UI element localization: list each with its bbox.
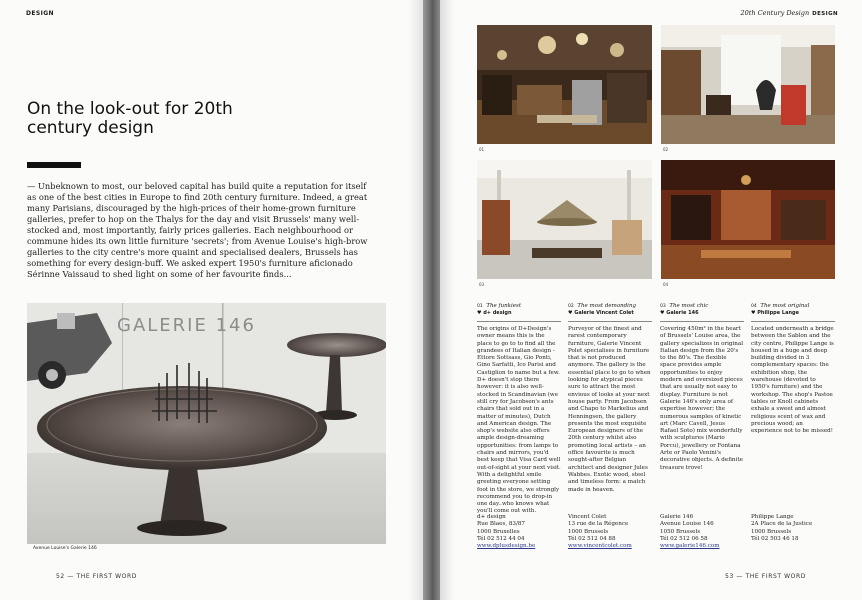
page-folio-right: 53 — THE FIRST WORD: [725, 573, 806, 580]
photo-number: 03: [479, 282, 485, 287]
listing-number: 02: [568, 304, 574, 309]
listing-rule: [477, 321, 561, 322]
address-line: 1000 Brussels: [568, 528, 609, 535]
listing-body: Purveyor of the finest and rarest contemporary furniture, Galerie Vincent Polet specialises in furniture that is not produced anymore. The gallery is the essential place to go to when looking for atypical pieces sure to attract the most envious of looks at your next house party. From Jacobsen and Chapo to Markelius and Henningsen, the gallery presents the most exquisite European designers of the 20th century whilst also promoting local artists – an office favourite is much sought-after Belgian architect and designer Jules Wabbes. Exotic wood, steel and timeless form: a match made in heaven.: [568, 326, 651, 493]
listing-body: The origins of D+Design's owner means this is the place to go to to find all the grandees of Italian design - Ettore Sottsass, Gio Ponti, Gino Sarfatti, Ico Parisi and Castiglion to name but a few. D+ doesn't stop there however: it is also well-stocked in Scandinavian (we still cry for Jacobsen's ants chairs that sold out in a matter of minutes), Dutch and American design. The shop's website also offers ample design-dreaming opportunities: from lamps to chairs and mirrors, you'd best keep that Visa Card well out-of-sight at your next visit. With a delightful smile greeting everyone setting foot in the store, we strongly recommend you to drop-in one day..who knows what you'll come out with.: [477, 326, 561, 515]
running-head: [741, 9, 838, 17]
photo-01: [477, 25, 652, 144]
page-headline: On the look-out for 20th century design: [27, 99, 233, 138]
listing-title: The most original: [760, 303, 810, 309]
book-gutter: [423, 0, 440, 600]
listing-name: ♥ Galerie Vincent Colet: [568, 310, 634, 316]
listing-title: The funkiest: [486, 303, 522, 309]
gallery-window-photo: [27, 303, 386, 544]
website-link[interactable]: www.dplusdesign.be: [477, 543, 536, 550]
address-line: Tél 02 512 04 88: [568, 535, 616, 542]
address-line: Rue Blaes, 83/87: [477, 521, 525, 528]
photo-04: [661, 160, 835, 279]
photo-03: [477, 160, 652, 279]
spine-shadow: [409, 0, 423, 600]
listing-header: [751, 303, 835, 319]
address-line: 2A Place de la Justice: [751, 521, 813, 528]
listing-rule: [568, 321, 652, 322]
website-link[interactable]: www.vincentcolet.com: [568, 543, 632, 550]
photo-number: 01: [479, 147, 485, 152]
photo-number: 02: [663, 147, 669, 152]
left-page: [0, 0, 423, 600]
gallery-photo-d-plus-design: [477, 25, 652, 144]
listing-address: [660, 514, 744, 550]
address-line: 13 rue de la Régence: [568, 521, 629, 528]
address-line: 1000 Brussels: [751, 528, 792, 535]
listing-title: The most demanding: [577, 303, 637, 309]
photo-02: [661, 25, 835, 144]
photo-caption: Avenue Louise's Galerie 146: [33, 546, 97, 551]
running-head-section: DESIGN: [812, 11, 838, 17]
listing-address: [751, 514, 835, 543]
listing-rule: [660, 321, 744, 322]
address-line: Avenue Louise 146: [660, 521, 714, 528]
lede-paragraph: — Unbeknown to most, our beloved capital has build quite a reputation for itself as one of the best cities in Europe to find 20th century furniture. Indeed, a great many Parisians, discouraged by the high-prices of their home-grown furniture galleries, prefer to hop on the Thalys for the day and visit Brussels' many well-stocked and, most importantly, fairly prices galleries. Each neighbourhood or commune hides its own little furniture 'secrets'; from Avenue Louise's high-brow galleries to the city centre's more quaint and specialised dealers, Brussels has something for every design-buff. We asked expert 1950's furniture aficionado Sérinne Vaissaud to shed light on some of her favourite finds...: [27, 181, 368, 279]
window-lettering: GALERIE 146: [117, 315, 256, 336]
gallery-photo-philippe-lange: [661, 160, 835, 279]
listing-title: The most chic: [669, 303, 709, 309]
listing-address: [568, 514, 652, 550]
listing-number: 03: [660, 304, 666, 309]
listing-body: Located underneath a bridge between the Sablon and the city centre, Philippe Lange is housed in a huge and deep building divided in 3 complementary spaces: the exhibition shop, the warehouse (devoted to 1950's furniture) and the workshop. The shop's Pastoe tables or Knoll cabinets exhale a sweet and almost religious scent of wax and precious wood; an experience not to be missed!: [751, 326, 834, 435]
listing-column: [751, 303, 835, 435]
listing-name: ♥ d+ design: [477, 310, 512, 316]
listing-column: [477, 303, 561, 516]
listing-rule: [751, 321, 835, 322]
gallery-photo-galerie-146: [477, 160, 652, 279]
listing-name: ♥ Galerie 146: [660, 310, 699, 316]
listing-column: [568, 303, 652, 494]
headline-rule: [27, 162, 81, 168]
address-line: Tél 02 512 44 04: [477, 535, 525, 542]
address-line: 1050 Brussels: [660, 528, 701, 535]
listing-number: 01: [477, 304, 483, 309]
photo-number: 04: [663, 282, 669, 287]
gallery-photo-vincent-colet: [661, 25, 835, 144]
website-link[interactable]: www.galerie146.com: [660, 543, 720, 550]
address-line: Philippe Lange: [751, 514, 794, 520]
running-head-title: 20th Century Design: [740, 9, 810, 17]
address-line: Galerie 146: [660, 514, 694, 520]
right-page: [440, 0, 862, 600]
address-line: Tél 02 512 06 58: [660, 535, 708, 542]
listing-name: ♥ Philippe Lange: [751, 310, 799, 316]
listing-header: [568, 303, 652, 319]
section-tag: DESIGN: [26, 10, 54, 17]
address-line: Tél 02 503 46 18: [751, 535, 799, 542]
listing-address: [477, 514, 561, 550]
spine-shadow: [440, 0, 454, 600]
listing-header: [477, 303, 561, 319]
listing-column: [660, 303, 744, 472]
listing-header: [660, 303, 744, 319]
main-photo: [27, 303, 386, 544]
address-line: Vincent Colet: [568, 514, 607, 520]
page-folio-left: 52 — THE FIRST WORD: [56, 573, 137, 580]
address-line: 1000 Bruxelles: [477, 528, 520, 535]
address-line: d+ design: [477, 514, 506, 520]
listing-body: Covering 450m² in the heart of Brussels' Louise area, the gallery specializes in original Italian design from the 20's to the 80's. The flexible space provides ample opportunities to enjoy modern and oversized pieces that are usually not easy to display. Furniture is not Galerie 146's only area of expertise however; the numerous samples of kinetic art (Marc Cavell, Jesus Rafael Soto) mix wonderfully with sculptures (Mario Porcu), jewellery or Fontana Arte or Paolo Venini's decorative objects. A definite treasure trove!: [660, 326, 744, 471]
listing-number: 04: [751, 304, 757, 309]
